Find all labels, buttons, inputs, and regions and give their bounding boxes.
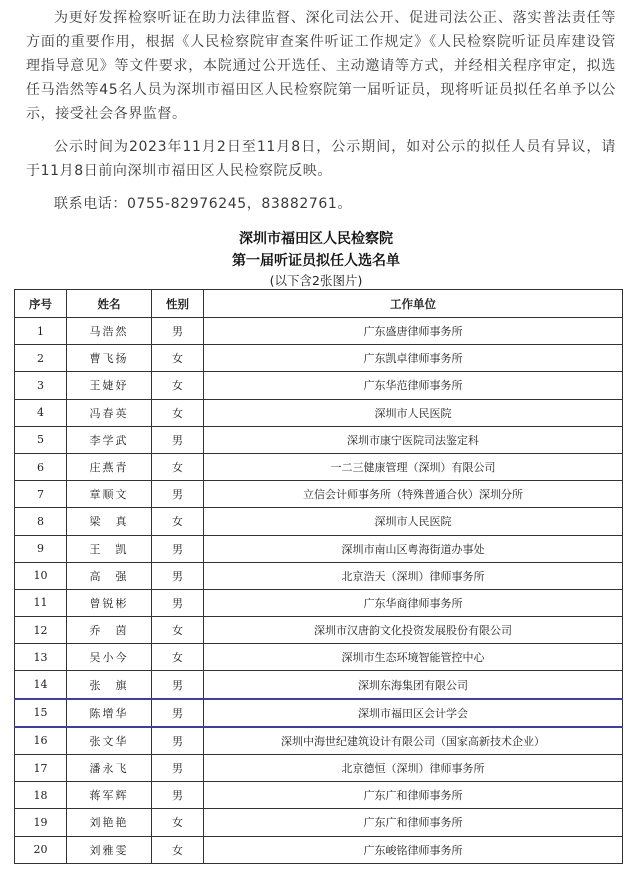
cell-no: 10 [15, 562, 67, 589]
intro-paragraph-period: 公示时间为2023年11月2日至11月8日，公示期间，如对公示的拟任人员有异议，请于11月8日前向深圳市福田区人民检察院反映。 [26, 139, 616, 179]
cell-name: 张 旗 [67, 671, 152, 699]
cell-no: 13 [15, 644, 67, 671]
cell-gender: 女 [152, 453, 204, 480]
cell-no: 18 [15, 782, 67, 809]
cell-unit: 北京浩天（深圳）律师事务所 [204, 562, 623, 589]
table-row [15, 318, 623, 345]
table-row [15, 836, 623, 863]
table-row [15, 426, 623, 453]
cell-no: 15 [15, 699, 67, 727]
cell-unit: 广东广和律师事务所 [204, 782, 623, 809]
table-row [15, 699, 623, 727]
cell-name: 潘永飞 [67, 755, 152, 782]
header-gender: 性别 [152, 290, 204, 318]
cell-name: 吴小今 [67, 644, 152, 671]
cell-unit: 广东广和律师事务所 [204, 809, 623, 836]
cell-no: 1 [15, 318, 67, 345]
cell-gender: 男 [152, 727, 204, 755]
cell-unit: 深圳市人民医院 [204, 399, 623, 426]
cell-name: 曹飞扬 [67, 345, 152, 372]
cell-gender: 男 [152, 481, 204, 508]
table-row [15, 372, 623, 399]
cell-no: 9 [15, 535, 67, 562]
cell-name: 刘雅雯 [67, 836, 152, 863]
cell-gender: 男 [152, 426, 204, 453]
list-subtitle: (以下含2张图片) [269, 273, 363, 288]
cell-gender: 女 [152, 372, 204, 399]
cell-no: 19 [15, 809, 67, 836]
table-row [15, 399, 623, 426]
table-row [15, 508, 623, 535]
header-name: 姓名 [67, 290, 152, 318]
cell-gender: 男 [152, 535, 204, 562]
table-row [15, 755, 623, 782]
cell-name: 庄燕青 [67, 453, 152, 480]
table-row [15, 617, 623, 644]
cell-no: 8 [15, 508, 67, 535]
cell-no: 12 [15, 617, 67, 644]
table-row [15, 562, 623, 589]
cell-unit: 深圳市人民医院 [204, 508, 623, 535]
cell-name: 李学武 [67, 426, 152, 453]
intro-paragraph-contact: 联系电话：0755-82976245，83882761。 [54, 196, 352, 212]
table-row [15, 782, 623, 809]
cell-gender: 男 [152, 699, 204, 727]
cell-no: 5 [15, 426, 67, 453]
cell-gender: 女 [152, 809, 204, 836]
cell-no: 20 [15, 836, 67, 863]
table-row [15, 345, 623, 372]
table-row [15, 671, 623, 699]
list-title-main: 第一届听证员拟任人选名单 [232, 253, 400, 269]
list-title-org: 深圳市福田区人民检察院 [239, 231, 393, 247]
cell-name: 蒋军辉 [67, 782, 152, 809]
cell-unit: 广东峻铭律师事务所 [204, 836, 623, 863]
cell-name: 王 凯 [67, 535, 152, 562]
table-header-row [15, 290, 623, 318]
cell-no: 14 [15, 671, 67, 699]
cell-no: 4 [15, 399, 67, 426]
cell-gender: 女 [152, 345, 204, 372]
cell-name: 陈增华 [67, 699, 152, 727]
cell-unit: 立信会计师事务所（特殊普通合伙）深圳分所 [204, 481, 623, 508]
cell-unit: 深圳市生态环境智能管控中心 [204, 644, 623, 671]
cell-name: 高 强 [67, 562, 152, 589]
cell-no: 3 [15, 372, 67, 399]
cell-unit: 深圳市福田区会计学会 [204, 699, 623, 727]
cell-unit: 广东华范律师事务所 [204, 372, 623, 399]
cell-name: 刘艳艳 [67, 809, 152, 836]
table-row [15, 727, 623, 755]
cell-gender: 女 [152, 508, 204, 535]
cell-no: 16 [15, 727, 67, 755]
cell-gender: 男 [152, 782, 204, 809]
cell-no: 7 [15, 481, 67, 508]
cell-gender: 女 [152, 399, 204, 426]
table-row [15, 481, 623, 508]
cell-unit: 广东华商律师事务所 [204, 589, 623, 616]
cell-gender: 女 [152, 644, 204, 671]
cell-unit: 一二三健康管理（深圳）有限公司 [204, 453, 623, 480]
header-unit: 工作单位 [204, 290, 623, 318]
cell-gender: 女 [152, 836, 204, 863]
table-row [15, 453, 623, 480]
cell-no: 11 [15, 589, 67, 616]
cell-name: 梁 真 [67, 508, 152, 535]
header-no: 序号 [15, 290, 67, 318]
table-row [15, 809, 623, 836]
cell-unit: 广东凯卓律师事务所 [204, 345, 623, 372]
cell-name: 王婕妤 [67, 372, 152, 399]
cell-name: 章顺文 [67, 481, 152, 508]
cell-unit: 深圳中海世纪建筑设计有限公司（国家高新技术企业） [204, 727, 623, 755]
cell-unit: 深圳市南山区粤海街道办事处 [204, 535, 623, 562]
cell-name: 冯春英 [67, 399, 152, 426]
table-row [15, 644, 623, 671]
cell-name: 马浩然 [67, 318, 152, 345]
candidate-table [14, 289, 623, 864]
cell-gender: 女 [152, 617, 204, 644]
table-row [15, 589, 623, 616]
cell-no: 17 [15, 755, 67, 782]
cell-gender: 男 [152, 671, 204, 699]
cell-gender: 男 [152, 318, 204, 345]
cell-unit: 北京德恒（深圳）律师事务所 [204, 755, 623, 782]
cell-name: 张文华 [67, 727, 152, 755]
intro-paragraph-purpose: 为更好发挥检察听证在助力法律监督、深化司法公开、促进司法公正、落实普法责任等方面的重要作用，根据《人民检察院审查案件听证工作规定》《人民检察院听证员库建设管理指导意见》等文件要求，本院通过公开选任、主动邀请等方式，并经相关程序审定，拟选任马浩然等45名人员为深圳市福田区人民检察院第一届听证员，现将听证员拟任名单予以公示，接受社会各界监督。 [26, 10, 616, 122]
cell-unit: 广东盛唐律师事务所 [204, 318, 623, 345]
cell-no: 2 [15, 345, 67, 372]
table-row [15, 535, 623, 562]
cell-no: 6 [15, 453, 67, 480]
cell-gender: 男 [152, 589, 204, 616]
announcement-intro [26, 6, 616, 225]
cell-name: 曾锐彬 [67, 589, 152, 616]
cell-name: 乔 茵 [67, 617, 152, 644]
cell-gender: 男 [152, 755, 204, 782]
cell-unit: 深圳市汉唐韵文化投资发展股份有限公司 [204, 617, 623, 644]
cell-unit: 深圳市康宁医院司法鉴定科 [204, 426, 623, 453]
cell-gender: 男 [152, 562, 204, 589]
cell-unit: 深圳东海集团有限公司 [204, 671, 623, 699]
